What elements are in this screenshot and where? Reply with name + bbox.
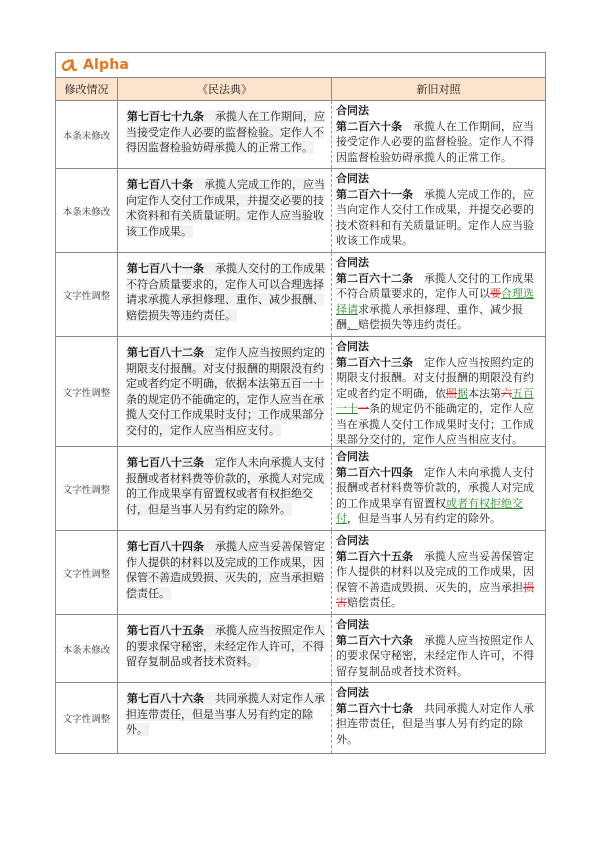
old-article-text: 承揽人完成工作的，应当向定作人交付工作成果，并提交必要的技术资料和有关质量证明。定作人应当验收该工作成果。 bbox=[126, 178, 325, 238]
unchanged-text: 定作人应当按照约定的期限支付报酬。对支付报酬的期限没有约定或者约定不明确，依 bbox=[336, 355, 534, 400]
deleted-text: 六 bbox=[501, 386, 512, 400]
unchanged-text: 条的规定仍不能确定的，定作人应当在承揽人交付工作成果时支付；工作成果部分交付的，定作人应当相应支付。 bbox=[336, 402, 534, 446]
new-article-cell bbox=[332, 253, 545, 336]
inserted-text: 、 bbox=[347, 318, 358, 331]
table-row bbox=[56, 169, 545, 253]
new-article-number: 第二百六十七条 bbox=[336, 701, 413, 715]
new-article-cell bbox=[332, 101, 545, 168]
header-new-old: 新旧对照 bbox=[416, 83, 461, 96]
unchanged-text: ，但是当事人另有约定的除外。 bbox=[347, 512, 501, 525]
table-row bbox=[56, 253, 545, 337]
old-article-text: 定作人应当按照约定的期限支付报酬。对支付报酬的期限没有约定或者约定不明确，依据本法第五百一十条的规定仍不能确定的，定作人应当在承揽人交付工作成果时支付；工作成果部分交付的，定作人应当相应支付。 bbox=[126, 346, 325, 437]
table-row bbox=[56, 337, 545, 447]
new-article-number: 第二百六十四条 bbox=[336, 465, 413, 479]
unchanged-text: 赔偿责任。 bbox=[347, 596, 402, 609]
new-article-cell bbox=[332, 447, 545, 530]
source-law-label: 合同法 bbox=[336, 340, 369, 353]
comparison-table bbox=[55, 52, 546, 754]
new-article-number: 第二百六十六条 bbox=[336, 633, 413, 647]
source-law-label: 合同法 bbox=[336, 256, 369, 269]
old-article-number: 第七百八十一条 bbox=[127, 262, 204, 275]
table-row bbox=[56, 531, 545, 615]
deleted-text: 一 bbox=[358, 402, 369, 415]
brand-name: Alpha bbox=[83, 57, 130, 73]
new-article-cell bbox=[332, 531, 545, 614]
new-article-number: 第二百六十二条 bbox=[336, 271, 413, 285]
old-article-cell bbox=[118, 683, 332, 753]
inserted-text: 据 bbox=[457, 386, 468, 400]
source-law-label: 合同法 bbox=[336, 534, 369, 547]
old-article-number: 第七百八十六条 bbox=[127, 692, 204, 705]
new-article-number: 第二百六十条 bbox=[336, 119, 402, 133]
source-law-label: 合同法 bbox=[336, 450, 369, 463]
old-article-cell bbox=[118, 615, 332, 682]
change-status: 文字性调整 bbox=[56, 683, 118, 753]
new-article-cell bbox=[332, 683, 545, 753]
change-status: 本条未修改 bbox=[56, 101, 118, 168]
old-article-cell bbox=[118, 101, 332, 168]
table-row bbox=[56, 615, 545, 683]
change-status: 文字性调整 bbox=[56, 253, 118, 336]
source-law-label: 合同法 bbox=[336, 104, 369, 117]
unchanged-text: 本法第 bbox=[468, 386, 501, 400]
new-article-number: 第二百六十五条 bbox=[336, 549, 413, 563]
table-body bbox=[56, 101, 545, 753]
alpha-logo-icon bbox=[60, 56, 78, 74]
header-status: 修改情况 bbox=[56, 78, 118, 100]
table-row bbox=[56, 447, 545, 531]
old-article-text: 共同承揽人对定作人承担连带责任，但是当事人另有约定的除外。 bbox=[126, 692, 325, 736]
brand-bar bbox=[56, 53, 545, 78]
old-article-number: 第七百八十三条 bbox=[127, 456, 204, 469]
deleted-text: 损 bbox=[523, 580, 534, 594]
unchanged-text: 承揽人在工作期间，应当接受定作人必要的监督检验。定作人不得因监督检验妨碍承揽人的正常工作。 bbox=[336, 119, 534, 164]
old-article-cell bbox=[118, 337, 332, 446]
unchanged-text: 求承揽人承担修理、重作、减少报酬 bbox=[336, 302, 523, 331]
old-article-text: 承揽人在工作期间，应当接受定作人必要的监督检验。定作人不得因监督检验妨碍承揽人的正常工作。 bbox=[126, 110, 325, 154]
unchanged-text: 共同承揽人对定作人承担连带责任，但是当事人另有约定的除外。 bbox=[336, 701, 534, 746]
change-status: 文字性调整 bbox=[56, 447, 118, 530]
old-article-cell bbox=[118, 169, 332, 252]
old-article-text: 定作人未向承揽人支付报酬或者材料费等价款的，承揽人对完成的工作成果享有留置权或者有权拒绝交付，但是当事人另有约定的除外。 bbox=[126, 456, 325, 516]
old-article-number: 第七百八十二条 bbox=[127, 346, 204, 359]
unchanged-text: 定作人未向承揽人支付报酬或者材料费等价款的，承揽人对完成的工作成果享有留置权 bbox=[336, 465, 534, 510]
old-article-cell bbox=[118, 253, 332, 336]
old-article-number: 第七百八十条 bbox=[127, 178, 193, 191]
inserted-text: 五百一十 bbox=[336, 386, 534, 415]
change-status: 文字性调整 bbox=[56, 531, 118, 614]
old-article-number: 第七百七十九条 bbox=[127, 110, 204, 123]
old-article-text: 承揽人交付的工作成果不符合质量要求的，定作人可以合理选择请求承揽人承担修理、重作、减少报酬、赔偿损失等违约责任。 bbox=[126, 262, 325, 322]
source-law-label: 合同法 bbox=[336, 618, 369, 631]
source-law-label: 合同法 bbox=[336, 172, 369, 185]
unchanged-text: 承揽人应当按照定作人的要求保守秘密，未经定作人许可，不得留存复制品或者技术资料。 bbox=[336, 633, 534, 678]
old-article-text: 承揽人应当按照定作人的要求保守秘密，未经定作人许可，不得留存复制品或者技术资料。 bbox=[126, 624, 325, 668]
old-article-number: 第七百八十四条 bbox=[127, 540, 204, 553]
unchanged-text: 承揽人应当妥善保管定作人提供的材料以及完成的工作成果，因保管不善造成毁损、灭失的，应当承担 bbox=[336, 549, 534, 594]
deleted-text: 要 bbox=[490, 287, 501, 300]
new-article-cell bbox=[332, 337, 545, 446]
old-article-number: 第七百八十五条 bbox=[127, 624, 204, 637]
header-old-law: 《民法典》 bbox=[118, 78, 332, 100]
deleted-text: 害 bbox=[336, 596, 347, 609]
deleted-text: 照 bbox=[446, 386, 457, 400]
new-article-cell bbox=[332, 169, 545, 252]
inserted-text: 或者有权拒绝交付 bbox=[336, 496, 523, 525]
change-status: 本条未修改 bbox=[56, 615, 118, 682]
inserted-text: 合理选择请 bbox=[336, 287, 534, 316]
old-article-text: 承揽人应当妥善保管定作人提供的材料以及完成的工作成果，因保管不善造成毁损、灭失的，应当承担赔偿责任。 bbox=[126, 540, 325, 600]
old-article-cell bbox=[118, 447, 332, 530]
new-article-number: 第二百六十一条 bbox=[336, 187, 413, 201]
source-law-label: 合同法 bbox=[336, 686, 369, 699]
unchanged-text: 承揽人交付的工作成果不符合质量要求的，定作人可以 bbox=[336, 271, 534, 300]
change-status: 本条未修改 bbox=[56, 169, 118, 252]
unchanged-text: 承揽人完成工作的，应当向定作人交付工作成果，并提交必要的技术资料和有关质量证明。定作人应当验收该工作成果。 bbox=[336, 187, 534, 247]
change-status: 文字性调整 bbox=[56, 337, 118, 446]
table-row bbox=[56, 683, 545, 753]
table-row bbox=[56, 101, 545, 169]
new-article-cell bbox=[332, 615, 545, 682]
old-article-cell bbox=[118, 531, 332, 614]
new-article-number: 第二百六十三条 bbox=[336, 355, 413, 369]
unchanged-text: 赔偿损失等违约责任。 bbox=[358, 318, 468, 331]
table-header bbox=[56, 78, 545, 101]
